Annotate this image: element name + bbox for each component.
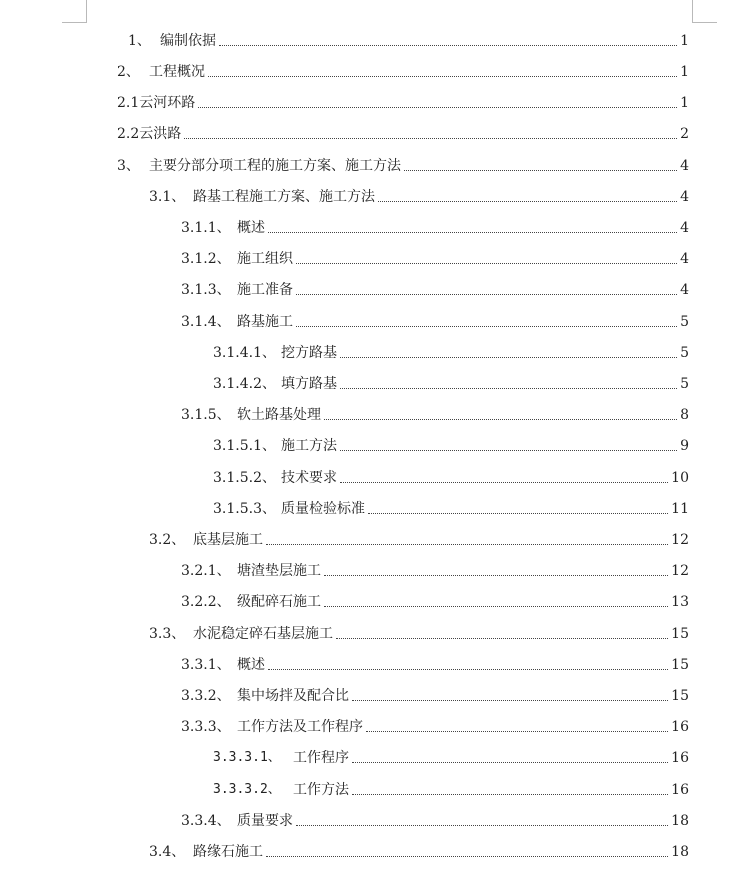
toc-dot-leader: [208, 76, 677, 77]
toc-entry-title: 软土路基处理: [237, 407, 321, 423]
toc-entry[interactable]: [213, 496, 689, 518]
toc-dot-leader: [296, 294, 677, 295]
toc-entry-number: 3.3.3.1、: [213, 750, 281, 765]
toc-dot-leader: [219, 45, 677, 46]
toc-dot-leader: [296, 326, 677, 327]
toc-entry-number: 3.1.5.2、: [213, 470, 276, 486]
toc-entry-number: 3.3.3.2、: [213, 782, 281, 797]
toc-entry-page: 4: [680, 189, 689, 205]
toc-entry-page: 1: [680, 64, 689, 80]
toc-entry-title: 路基工程施工方案、施工方法: [193, 189, 375, 205]
toc-entry-page: 5: [680, 345, 689, 361]
toc-dot-leader: [352, 794, 668, 795]
toc-entry-title: 填方路基: [281, 376, 337, 392]
toc-entry-title: 塘渣垫层施工: [237, 563, 321, 579]
toc-entry-number: 3.1.4.2、: [213, 376, 276, 392]
toc-dot-leader: [268, 232, 677, 233]
toc-entry-page: 13: [671, 594, 689, 610]
toc-entry[interactable]: [213, 371, 689, 393]
toc-entry-title: 水泥稳定碎石基层施工: [193, 626, 333, 642]
toc-entry-title: 路缘石施工: [193, 844, 263, 860]
toc-entry-page: 4: [680, 158, 689, 174]
toc-entry-page: 2: [680, 126, 689, 142]
toc-entry-page: 4: [680, 282, 689, 298]
toc-entry[interactable]: [181, 714, 689, 736]
toc-entry-page: 4: [680, 220, 689, 236]
toc-entry-number: 3、: [117, 158, 140, 174]
toc-entry[interactable]: [149, 839, 689, 861]
toc-entry-title: 施工组织: [237, 251, 293, 267]
toc-entry-number: 3.2.1、: [181, 563, 231, 579]
toc-entry-page: 11: [671, 501, 689, 517]
toc-entry-number: 3.1、: [149, 189, 186, 205]
toc-dot-leader: [340, 450, 677, 451]
toc-entry-page: 5: [680, 376, 689, 392]
toc-entry-number: 3.1.5、: [181, 407, 231, 423]
toc-entry-page: 10: [671, 470, 689, 486]
toc-dot-leader: [324, 419, 677, 420]
toc-entry-title: 施工方法: [281, 438, 337, 454]
toc-entry[interactable]: [181, 589, 689, 611]
toc-entry-number: 3.3.3、: [181, 719, 231, 735]
toc-entry[interactable]: [149, 621, 689, 643]
toc-dot-leader: [352, 700, 668, 701]
toc-entry[interactable]: [213, 777, 689, 799]
toc-entry-title: 级配碎石施工: [237, 594, 321, 610]
toc-entry[interactable]: [117, 59, 689, 81]
toc-entry-title: 路基施工: [237, 314, 293, 330]
toc-dot-leader: [352, 762, 668, 763]
toc-dot-leader: [340, 388, 677, 389]
toc-entry-page: 16: [671, 719, 689, 735]
toc-entry-number: 2.2: [117, 126, 140, 142]
toc-entry-page: 18: [671, 844, 689, 860]
toc-entry-page: 15: [671, 626, 689, 642]
toc-entry-page: 8: [680, 407, 689, 423]
toc-dot-leader: [368, 513, 668, 514]
toc-entry-title: 施工准备: [237, 282, 293, 298]
toc-entry-page: 15: [671, 657, 689, 673]
toc-entry-number: 2.1: [117, 95, 140, 111]
toc-entry-page: 16: [671, 782, 689, 798]
toc-entry[interactable]: [181, 309, 689, 331]
toc-dot-leader: [336, 638, 668, 639]
toc-dot-leader: [266, 544, 668, 545]
toc-entry-title: 底基层施工: [193, 532, 263, 548]
toc-entry-title: 集中场拌及配合比: [237, 688, 349, 704]
toc-entry[interactable]: [181, 558, 689, 580]
toc-entry-number: 3.1.5.1、: [213, 438, 276, 454]
toc-entry[interactable]: [181, 808, 689, 830]
toc-entry[interactable]: [117, 90, 689, 112]
toc-entry-number: 2、: [117, 64, 140, 80]
toc-entry[interactable]: [149, 184, 689, 206]
toc-entry-page: 9: [680, 438, 689, 454]
toc-entry-title: 云洪路: [139, 126, 182, 142]
toc-entry-title: 工作方法及工作程序: [237, 719, 363, 735]
toc-entry[interactable]: [117, 153, 689, 175]
toc-entry-title: 技术要求: [281, 470, 337, 486]
toc-entry[interactable]: [181, 246, 689, 268]
toc-entry-page: 1: [680, 33, 689, 49]
toc-entry[interactable]: [213, 340, 689, 362]
toc-entry[interactable]: [181, 215, 689, 237]
toc-entry-page: 5: [680, 314, 689, 330]
toc-entry-title: 工作程序: [293, 750, 349, 766]
toc-entry-number: 3.3.1、: [181, 657, 231, 673]
toc-entry-number: 3.1.4.1、: [213, 345, 276, 361]
toc-dot-leader: [268, 669, 668, 670]
toc-entry-title: 概述: [237, 220, 265, 236]
toc-entry-title: 工作方法: [293, 782, 349, 798]
toc-entry-title: 云河环路: [139, 95, 196, 111]
toc-dot-leader: [340, 357, 677, 358]
toc-entry-number: 3.1.5.3、: [213, 501, 276, 517]
toc-dot-leader: [366, 731, 668, 732]
toc-dot-leader: [324, 606, 668, 607]
page-corner-mark-left: [62, 0, 87, 23]
toc-entry-title: 质量检验标准: [281, 501, 365, 517]
toc-dot-leader: [324, 575, 668, 576]
toc-entry-number: 3.3.4、: [181, 813, 231, 829]
toc-entry[interactable]: [213, 745, 689, 767]
toc-entry-page: 4: [680, 251, 689, 267]
toc-entry-number: 1、: [128, 33, 151, 49]
toc-dot-leader: [404, 170, 677, 171]
toc-entry-page: 18: [671, 813, 689, 829]
toc-entry[interactable]: [128, 28, 689, 50]
toc-entry-number: 3.1.2、: [181, 251, 231, 267]
toc-dot-leader: [378, 201, 677, 202]
toc-entry-title: 工程概况: [149, 64, 205, 80]
toc-entry[interactable]: [117, 121, 689, 143]
toc-entry-page: 12: [671, 563, 689, 579]
toc-entry-page: 1: [680, 95, 689, 111]
toc-entry-title: 质量要求: [237, 813, 293, 829]
toc-entry-number: 3.2、: [149, 532, 186, 548]
toc-entry-title: 编制依据: [160, 33, 216, 49]
toc-entry-number: 3.1.4、: [181, 314, 231, 330]
toc-entry[interactable]: [149, 527, 689, 549]
toc-dot-leader: [198, 107, 677, 108]
toc-entry-number: 3.4、: [149, 844, 186, 860]
toc-entry-title: 挖方路基: [281, 345, 337, 361]
toc-entry-number: 3.3、: [149, 626, 186, 642]
toc-entry-number: 3.3.2、: [181, 688, 231, 704]
toc-entry-page: 12: [671, 532, 689, 548]
toc-entry-page: 16: [671, 750, 689, 766]
toc-entry-title: 概述: [237, 657, 265, 673]
toc-dot-leader: [340, 482, 668, 483]
toc-entry[interactable]: [181, 402, 689, 424]
toc-entry-number: 3.2.2、: [181, 594, 231, 610]
toc-entry[interactable]: [181, 683, 689, 705]
toc-dot-leader: [266, 856, 668, 857]
toc-entry-number: 3.1.3、: [181, 282, 231, 298]
toc-entry-number: 3.1.1、: [181, 220, 231, 236]
toc-dot-leader: [296, 825, 668, 826]
toc-entry-page: 15: [671, 688, 689, 704]
toc-dot-leader: [184, 138, 677, 139]
toc-dot-leader: [296, 263, 677, 264]
page-corner-mark-right: [692, 0, 717, 23]
toc-entry-title: 主要分部分项工程的施工方案、施工方法: [149, 158, 401, 174]
toc-entry[interactable]: [213, 433, 689, 455]
toc-entry[interactable]: [181, 652, 689, 674]
toc-entry[interactable]: [181, 277, 689, 299]
toc-entry[interactable]: [213, 465, 689, 487]
